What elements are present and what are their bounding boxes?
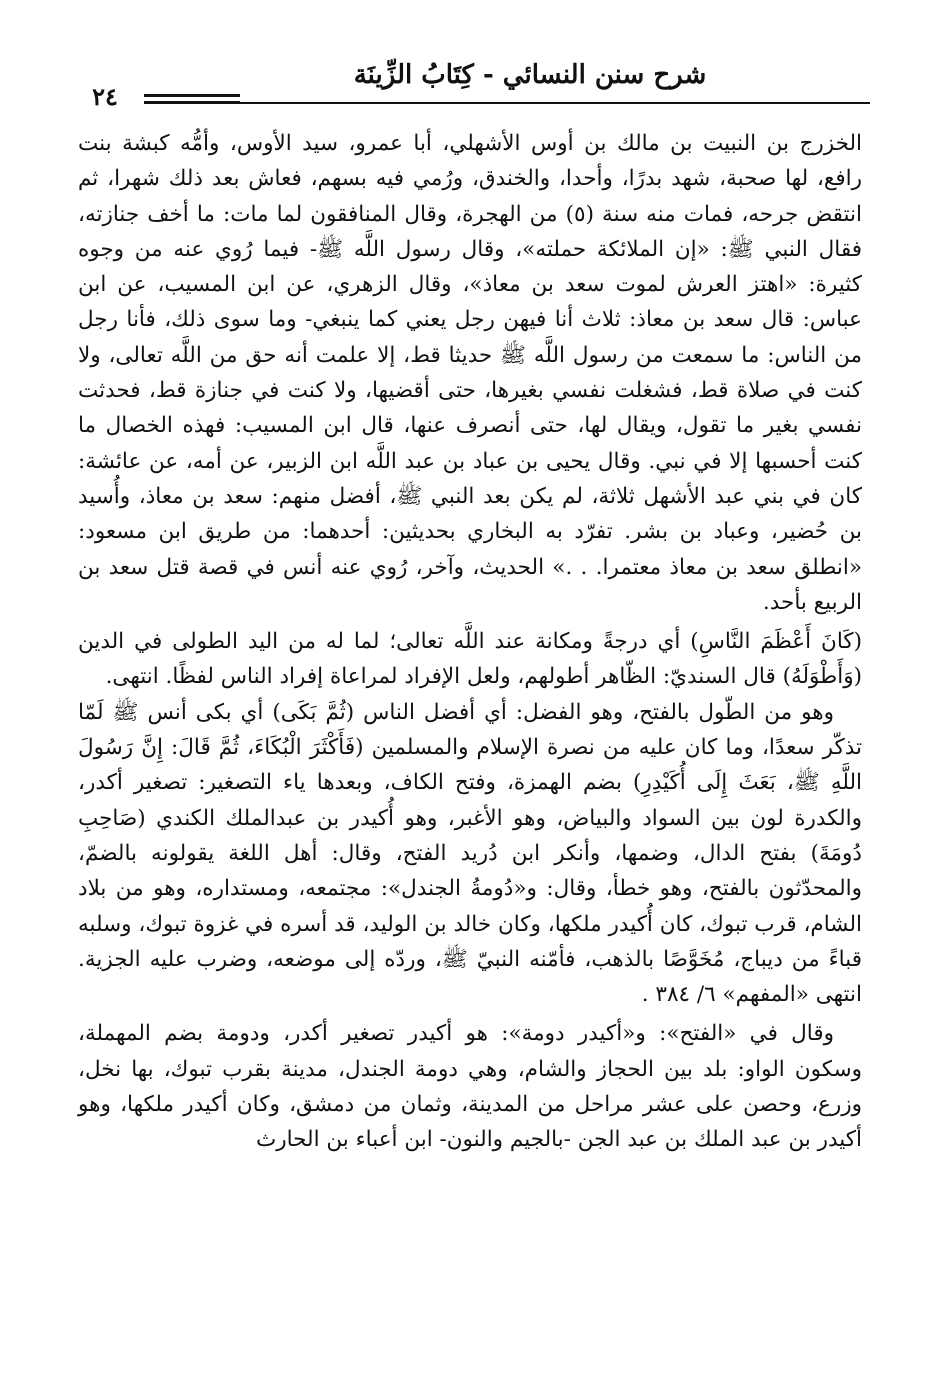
page-header [70,52,870,112]
body-paragraph: وهو من الطّول بالفتح، وهو الفضل: أي أفضل الناس (ثُمَّ بَكَى) أي بكى أنس ﷺ لَمّا تذكّر سعدًا، وما كان عليه من نصرة الإسلام والمسلمين (فَأَكْثَرَ الْبُكَاءَ، ثُمَّ قَالَ: إِنَّ رَسُولَ اللَّهِ ﷺ، بَعَثَ إِلَى أُكَيْدِرِ) بضم الهمزة، وفتح الكاف، وبعدها ياء التصغير: تصغير أكدر، والكدرة لون بين السواد والبياض، وهو الأغبر، وهو أُكيدر بن عبدالملك الكندي (صَاحِبِ دُومَةَ) بفتح الدال، وضمها، وأنكر ابن دُريد الفتح، وقال: أهل اللغة يقولونه بالضمّ، والمحدّثون بالفتح، وهو خطأ، وقال: و«دُومةُ الجندل»: مجتمعه، ومستداره، وهو من بلاد الشام، قرب تبوك، كان أُكيدر ملكها، وكان خالد بن الوليد، قد أسره في غزوة تبوك، وسلبه قباءً من ديباج، مُخَوَّصًا بالذهب، فأمّنه النبيّ ﷺ، وردّه إلى موضعه، وضرب عليه الجزية. انتهى «المفهم» ٦/ ٣٨٤ . [78,699,862,1008]
body-paragraph: وقال في «الفتح»: و«أكيدر دومة»: هو أكيدر تصغير أكدر، ودومة بضم المهملة، وسكون الواو: بلد بين الحجاز والشام، وهي دومة الجندل، مدينة بقرب تبوك، بها نخل، وزرع، وحصن على عشر مراحل من المدينة، وثمان من دمشق، وكان أكيدر ملكها، وهو أكيدر بن عبد الملك بن عبد الجن -بالجيم والنون- ابن أعباء بن الحارث [78,1021,862,1153]
page-number: ٢٤ [92,82,118,111]
header-rule [144,102,870,104]
body-paragraph: الخزرج بن النبيت بن مالك بن أوس الأشهلي، أبا عمرو، سيد الأوس، وأمُّه كبشة بنت رافع، لها صحبة، شهد بدرًا، وأحدا، والخندق، ورُمي فيه بسهم، فعاش بعد ذلك شهرا، ثم انتقض جرحه، فمات منه سنة (٥) من الهجرة، وقال المنافقون لما مات: ما أخف جنازته، فقال النبي ﷺ: «إن الملائكة حملته»، وقال رسول اللَّه ﷺ- فيما رُوي عنه من وجوه كثيرة: «اهتز العرش لموت سعد بن معاذ»، وقال الزهري، عن ابن المسيب، عن ابن عباس: قال سعد بن معاذ: ثلاث أنا فيهن رجل يعني كما ينبغي- وما سوى ذلك، فأنا رجل من الناس: ما سمعت من رسول اللَّه ﷺ حديثا قط، إلا علمت أنه حق من اللَّه تعالى، ولا كنت في صلاة قط، فشغلت نفسي بغيرها، حتى أقضيها، ولا كنت في جنازة قط، فحدثت نفسي بغير ما تقول، ويقال لها، حتى أنصرف عنها، قال ابن المسيب: فهذه الخصال ما كنت أحسبها إلا في نبي. وقال يحيى بن عباد بن عبد اللَّه ابن الزبير، عن أمه، عن عائشة: كان في بني عبد الأشهل ثلاثة، لم يكن بعد النبي ﷺ، أفضل منهم: سعد بن معاذ، وأُسيد بن حُضير، وعباد بن بشر. تفرّد به البخاري بحديثين: أحدهما: من طريق ابن مسعود: «انطلق سعد بن معاذ معتمرا. . .» الحديث، وآخر، رُوي عنه أنس في قصة قتل سعد بن الربيع بأحد. [78,131,862,615]
page-body [78,126,862,1158]
running-title: شرح سنن النسائي - كِتَابُ الزِّينَة [353,60,707,90]
body-paragraph: (كَانَ أَعْظَمَ النَّاسِ) أي درجةً ومكانة عند اللَّه تعالى؛ لما له من اليد الطولى في الدين (وَأَطْوَلَهُ) قال السنديّ: الظّاهر أطولهم، ولعل الإفراد لمراعاة إفراد الناس لفظًا. انتهى. [78,629,862,690]
